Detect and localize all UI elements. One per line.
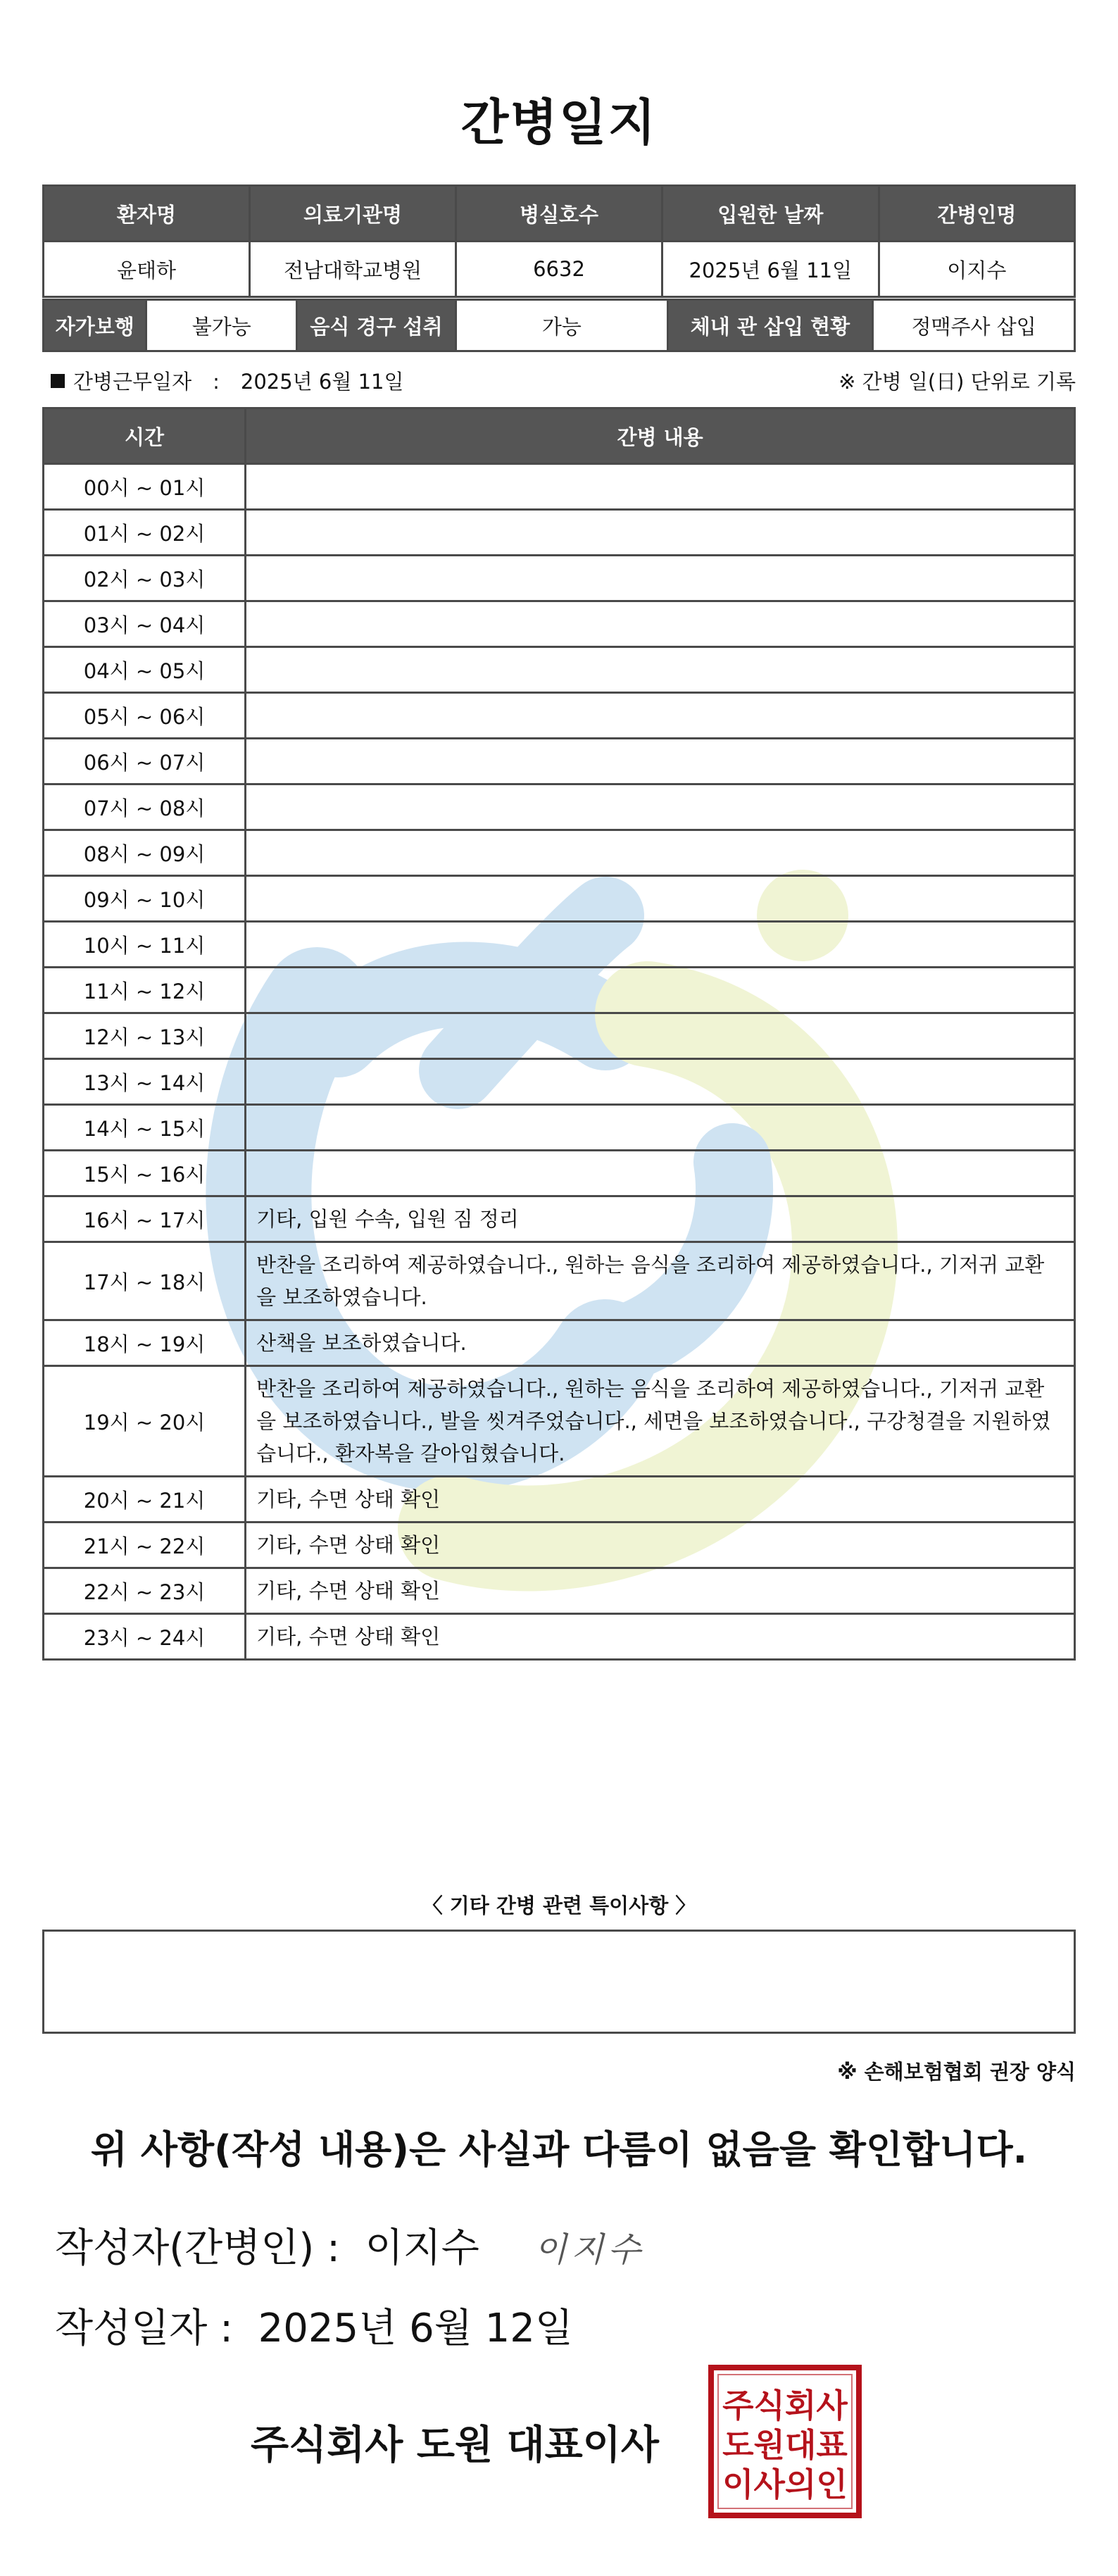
header-patient-name: 환자명 [44, 186, 250, 242]
table-row [44, 739, 1075, 784]
tube-insertion-value: 정맥주사 삽입 [873, 300, 1075, 351]
care-content-cell [246, 968, 1075, 1013]
care-date-line [51, 366, 404, 395]
table-row [44, 968, 1075, 1013]
oral-intake-value: 가능 [456, 300, 667, 351]
care-content-cell [246, 556, 1075, 601]
special-notes-title: 〈 기타 간병 관련 특이사항 〉 [422, 1894, 696, 1918]
time-cell: 13시 ~ 14시 [44, 1059, 246, 1105]
writer-line [55, 2217, 645, 2273]
care-content-cell [246, 876, 1075, 922]
care-date-label: 간병근무일자 [73, 370, 192, 394]
table-row [44, 830, 1075, 876]
handwritten-signature: 이지수 [534, 2230, 645, 2270]
table-row [44, 601, 1075, 647]
care-content-cell [246, 510, 1075, 556]
care-content-cell: 기타, 수면 상태 확인 [246, 1614, 1075, 1660]
table-row [44, 1196, 1075, 1242]
time-cell: 17시 ~ 18시 [44, 1242, 246, 1320]
care-content-cell [246, 1105, 1075, 1151]
table-row [44, 1523, 1075, 1568]
company-seal-stamp [707, 2363, 863, 2520]
time-cell: 05시 ~ 06시 [44, 693, 246, 739]
patient-status-table [42, 299, 1076, 352]
hourly-care-log-table [42, 407, 1076, 1661]
hospital-name: 전남대학교병원 [250, 242, 456, 297]
time-cell: 09시 ~ 10시 [44, 876, 246, 922]
seal-line-1: 주식회사 [722, 2387, 848, 2425]
care-content-cell: 기타, 수면 상태 확인 [246, 1477, 1075, 1523]
hourly-log-body [44, 464, 1075, 1660]
time-cell: 22시 ~ 23시 [44, 1568, 246, 1614]
record-unit-note: ※ 간병 일(日) 단위로 기록 [838, 370, 1076, 394]
care-content-cell: 산책을 보조하였습니다. [246, 1320, 1075, 1366]
time-cell: 08시 ~ 09시 [44, 830, 246, 876]
confirmation-statement: 위 사항(작성 내용)은 사실과 다름이 없음을 확인합니다. [90, 2127, 1028, 2172]
self-walk-label: 자가보행 [44, 300, 146, 351]
care-content-cell [246, 1013, 1075, 1059]
table-row [44, 693, 1075, 739]
care-content-cell [246, 739, 1075, 784]
page-title: 간병일지 [460, 94, 658, 151]
time-cell: 01시 ~ 02시 [44, 510, 246, 556]
tube-insertion-label: 체내 관 삽입 현황 [667, 300, 872, 351]
self-walk-value: 불가능 [146, 300, 297, 351]
room-number: 6632 [456, 242, 662, 297]
patient-name: 윤태하 [44, 242, 250, 297]
care-content-cell [246, 922, 1075, 968]
header-room-number: 병실호수 [456, 186, 662, 242]
time-cell: 14시 ~ 15시 [44, 1105, 246, 1151]
seal-line-3: 이사의인 [722, 2465, 848, 2503]
company-representative: 주식회사 도원 대표이사 [251, 2422, 659, 2468]
table-row [44, 1013, 1075, 1059]
time-cell: 04시 ~ 05시 [44, 647, 246, 693]
recommended-form-note: ※ 손해보험협회 권장 양식 [837, 2060, 1076, 2084]
table-row [44, 647, 1075, 693]
care-content-cell: 반찬을 조리하여 제공하였습니다., 원하는 음식을 조리하여 제공하였습니다., 기저귀 교환을 보조하였습니다. [246, 1242, 1075, 1320]
writer-name: 이지수 [365, 2225, 479, 2271]
care-content-cell: 기타, 수면 상태 확인 [246, 1568, 1075, 1614]
oral-intake-label: 음식 경구 섭취 [297, 300, 456, 351]
care-content-cell [246, 464, 1075, 510]
caregiver-name: 이지수 [879, 242, 1074, 297]
time-cell: 16시 ~ 17시 [44, 1196, 246, 1242]
time-cell: 23시 ~ 24시 [44, 1614, 246, 1660]
time-cell: 15시 ~ 16시 [44, 1151, 246, 1196]
table-row [44, 1320, 1075, 1366]
admission-date: 2025년 6월 11일 [662, 242, 879, 297]
table-row [44, 1105, 1075, 1151]
care-content-cell [246, 1151, 1075, 1196]
table-row [44, 1151, 1075, 1196]
table-row [44, 1614, 1075, 1660]
table-row [44, 1242, 1075, 1320]
table-row [44, 922, 1075, 968]
header-hospital: 의료기관명 [250, 186, 456, 242]
time-cell: 11시 ~ 12시 [44, 968, 246, 1013]
header-caregiver-name: 간병인명 [879, 186, 1074, 242]
header-admission-date: 입원한 날짜 [662, 186, 879, 242]
table-row [44, 1059, 1075, 1105]
time-cell: 18시 ~ 19시 [44, 1320, 246, 1366]
care-content-cell [246, 1059, 1075, 1105]
care-content-cell [246, 601, 1075, 647]
table-row [44, 1366, 1075, 1477]
table-row [44, 876, 1075, 922]
table-row [44, 464, 1075, 510]
care-date-colon: : [213, 370, 220, 394]
written-date-label: 작성일자 : [55, 2306, 234, 2351]
written-date-line [55, 2297, 573, 2353]
care-content-cell [246, 647, 1075, 693]
care-content-cell: 기타, 수면 상태 확인 [246, 1523, 1075, 1568]
table-row [44, 1568, 1075, 1614]
column-header-content: 간병 내용 [246, 408, 1075, 464]
time-cell: 03시 ~ 04시 [44, 601, 246, 647]
care-date-value: 2025년 6월 11일 [240, 370, 404, 394]
written-date-value: 2025년 6월 12일 [258, 2306, 573, 2351]
care-content-cell: 기타, 입원 수속, 입원 짐 정리 [246, 1196, 1075, 1242]
column-header-time: 시간 [44, 408, 246, 464]
care-content-cell [246, 693, 1075, 739]
time-cell: 10시 ~ 11시 [44, 922, 246, 968]
square-bullet-icon [51, 374, 65, 388]
time-cell: 21시 ~ 22시 [44, 1523, 246, 1568]
time-cell: 00시 ~ 01시 [44, 464, 246, 510]
seal-line-2: 도원대표 [722, 2426, 848, 2464]
writer-label: 작성자(간병인) : [55, 2225, 340, 2271]
time-cell: 06시 ~ 07시 [44, 739, 246, 784]
time-cell: 19시 ~ 20시 [44, 1366, 246, 1477]
time-cell: 02시 ~ 03시 [44, 556, 246, 601]
patient-info-table [42, 185, 1076, 298]
time-cell: 20시 ~ 21시 [44, 1477, 246, 1523]
care-content-cell [246, 784, 1075, 830]
table-row [44, 784, 1075, 830]
care-content-cell [246, 830, 1075, 876]
care-content-cell: 반찬을 조리하여 제공하였습니다., 원하는 음식을 조리하여 제공하였습니다., 기저귀 교환을 보조하였습니다., 발을 씻겨주었습니다., 세면을 보조하였습니다., 구강청결을 지원하였습니다., 환자복을 갈아입혔습니다. [246, 1366, 1075, 1477]
special-notes-box [42, 1930, 1076, 2034]
table-row [44, 510, 1075, 556]
time-cell: 12시 ~ 13시 [44, 1013, 246, 1059]
table-row [44, 1477, 1075, 1523]
table-row [44, 556, 1075, 601]
time-cell: 07시 ~ 08시 [44, 784, 246, 830]
